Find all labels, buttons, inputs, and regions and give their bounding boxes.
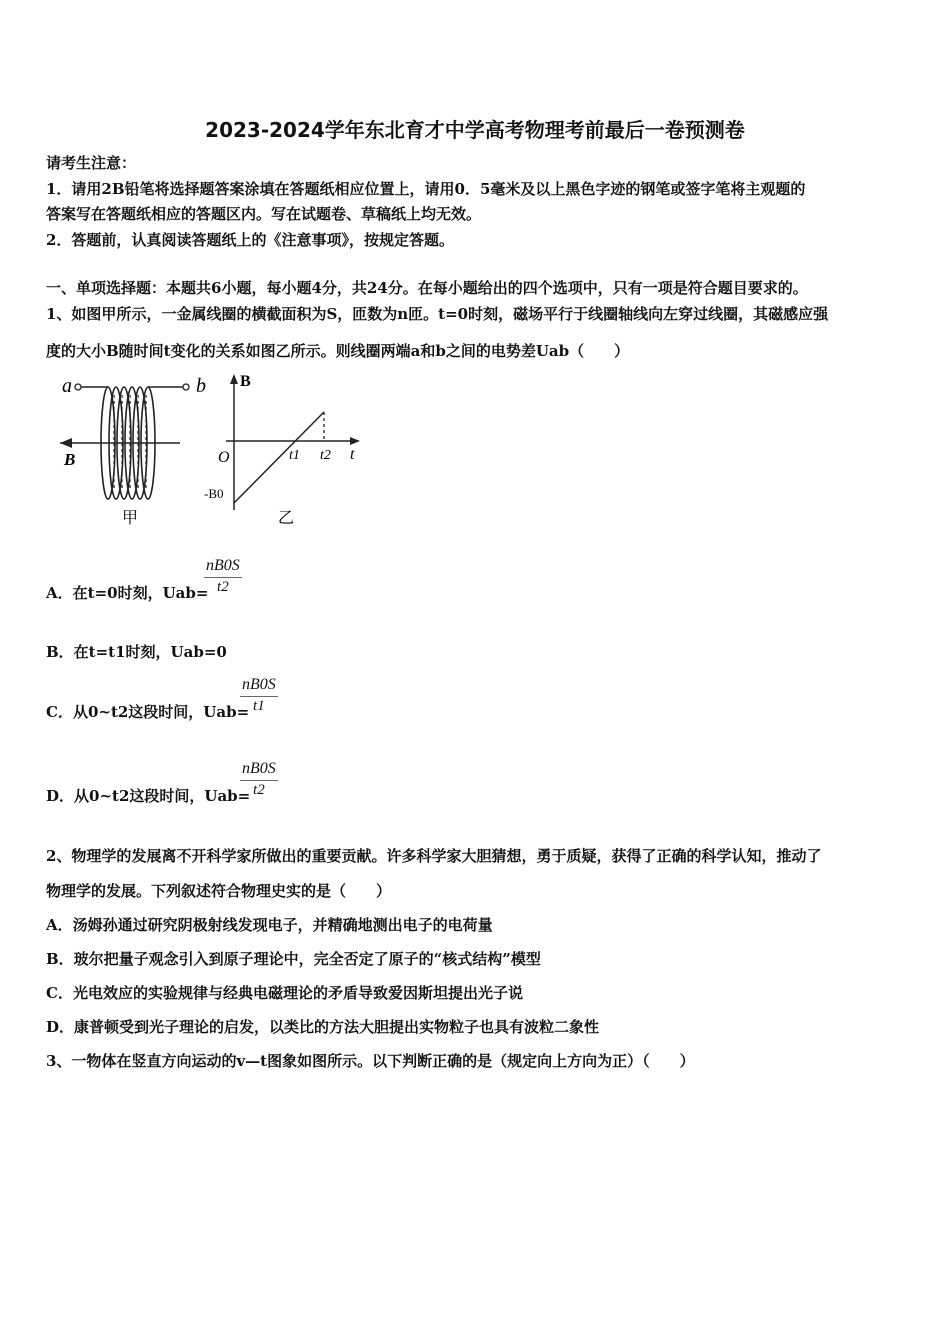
label-a: a <box>62 375 72 397</box>
fraction-denominator: t2 <box>253 782 265 798</box>
label-t1: t1 <box>289 448 300 463</box>
q2-option-d: D．康普顿受到光子理论的启发，以类比的方法大胆提出实物粒子也具有波粒二象性 <box>46 1018 600 1036</box>
page-title: 2023-2024学年东北育才中学高考物理考前最后一卷预测卷 <box>205 118 745 142</box>
label-B-axis: B <box>240 373 251 390</box>
bt-graph <box>198 370 368 530</box>
notice-heading: 请考生注意： <box>46 154 137 172</box>
label-b: b <box>196 375 206 397</box>
section-heading: 一、单项选择题：本题共6小题，每小题4分，共24分。在每小题给出的四个选项中，只有一项是符合题目要求的。 <box>46 279 808 297</box>
label-t2: t2 <box>320 448 331 463</box>
label-negB0: -B0 <box>204 486 224 501</box>
terminal-b <box>183 384 189 390</box>
fraction-denominator: t2 <box>217 579 229 595</box>
q1-option-a: A．在t=0时刻，Uab= <box>46 584 209 602</box>
q1-option-a-fraction <box>204 557 242 596</box>
fraction-numerator: nB0S <box>204 557 242 578</box>
q1-option-b: B．在t=t1时刻，Uab=0 <box>46 643 227 661</box>
q3-stem-line1: 3、一物体在竖直方向运动的v—t图象如图所示。以下判断正确的是（规定向上方向为正）（ ） <box>46 1052 695 1070</box>
q1-option-d-fraction <box>240 760 278 799</box>
fraction-denominator: t1 <box>253 698 265 714</box>
q1-option-c-fraction <box>240 676 278 715</box>
q2-option-b: B．玻尔把量子观念引入到原子理论中，完全否定了原子的“核式结构”模型 <box>46 950 541 968</box>
caption-yi: 乙 <box>278 508 295 527</box>
notice-item-2: 2．答题前，认真阅读答题纸上的《注意事项》，按规定答题。 <box>46 231 454 249</box>
q2-option-c: C．光电效应的实验规律与经典电磁理论的矛盾导致爱因斯坦提出光子说 <box>46 984 523 1002</box>
q2-stem-line1: 2、物理学的发展离不开科学家所做出的重要贡献。许多科学家大胆猜想，勇于质疑，获得了正确的科学认知，推动了 <box>46 847 822 865</box>
q1-stem-line1: 1、如图甲所示，一金属线圈的横截面积为S，匝数为n匝。t=0时刻，磁场平行于线圈轴线向左穿过线圈，其磁感应强 <box>46 305 829 323</box>
label-B: B <box>64 450 76 469</box>
notice-item-1a: 1．请用2B铅笔将选择题答案涂填在答题纸相应位置上，请用0．5毫米及以上黑色字迹的钢笔或签字笔将主观题的 <box>46 180 806 198</box>
b-line <box>234 412 324 503</box>
caption-jia: 甲 <box>122 508 139 527</box>
label-O: O <box>218 449 230 466</box>
terminal-a <box>75 384 81 390</box>
b-arrow-head <box>60 438 72 448</box>
q2-stem-line2: 物理学的发展。下列叙述符合物理史实的是（ ） <box>46 882 392 900</box>
fraction-numerator: nB0S <box>240 760 278 781</box>
b-axis-arrow <box>230 374 238 384</box>
q1-option-c: C．从0~t2这段时间，Uab= <box>46 703 250 721</box>
t-axis-arrow <box>350 437 360 445</box>
q1-stem-line2: 度的大小B随时间t变化的关系如图乙所示。则线圈两端a和b之间的电势差Uab（ ） <box>46 342 630 360</box>
notice-item-1b: 答案写在答题纸相应的答题区内。写在试题卷、草稿纸上均无效。 <box>46 205 482 223</box>
fraction-numerator: nB0S <box>240 676 278 697</box>
q2-option-a: A．汤姆孙通过研究阴极射线发现电子，并精确地测出电子的电荷量 <box>46 916 493 934</box>
label-t: t <box>350 446 355 463</box>
q1-option-d: D．从0~t2这段时间，Uab= <box>46 787 251 805</box>
